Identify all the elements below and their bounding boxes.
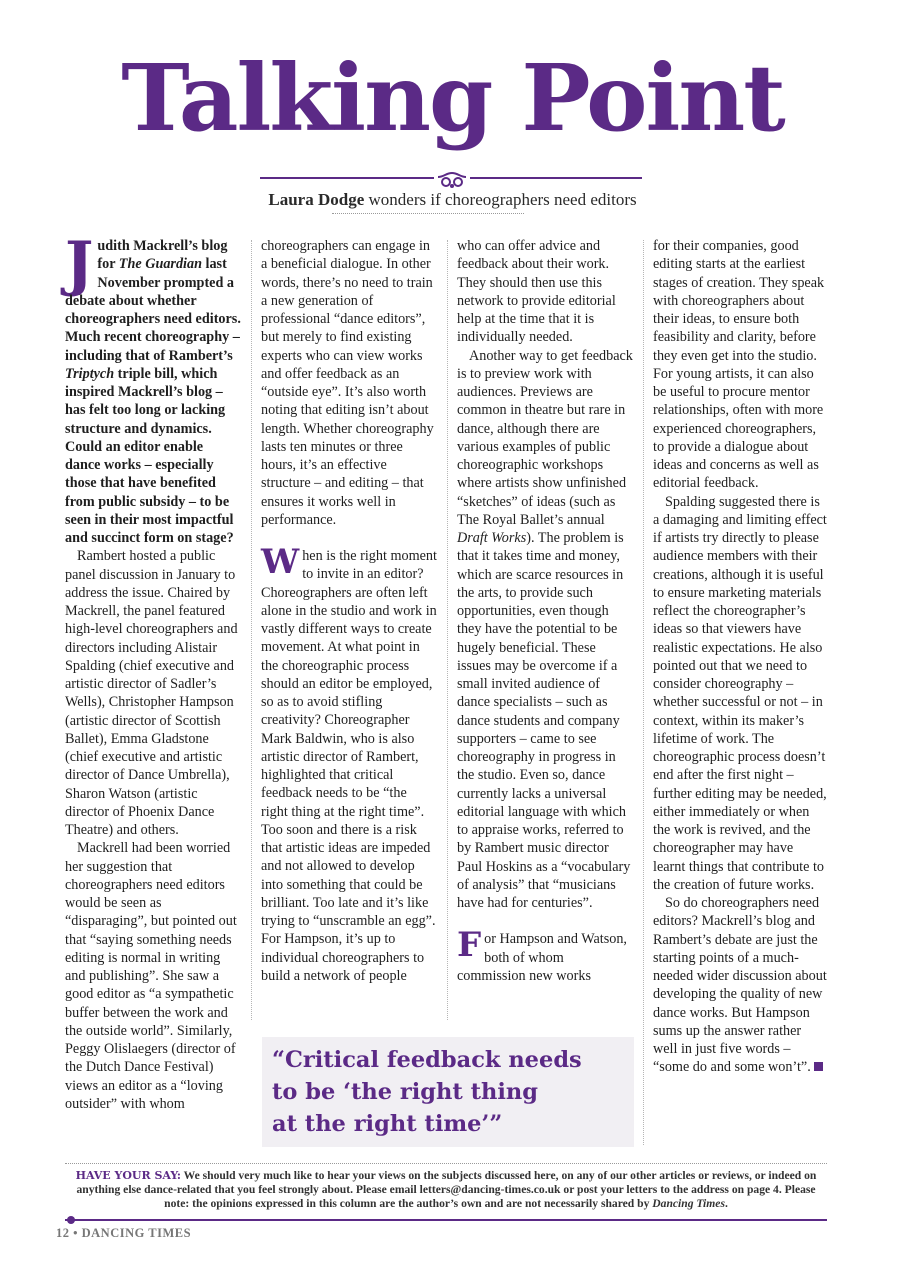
page-title: Talking Point [121,44,784,152]
pull-quote: “Critical feedback needs to be ‘the right thing at the right time’” [272,1047,582,1137]
body-paragraph: Rambert hosted a public panel discussion in January to address the issue. Chaired by Mackrell, the panel featured high-level choreographers and directors including Alistair Spalding (chief executive and artistic director of Sadler’s Wells), Christopher Hampson (artistic director of Scottish Ballet), Emma Gladstone (chief executive and artistic director of Dance Umbrella), Sharon Watson (artistic director of Phoenix Dance Theatre) and others. [65,548,238,838]
footer-dot-icon [67,1216,75,1224]
author-name: Laura Dodge [268,190,365,209]
publication-name: Dancing Times [652,1197,725,1210]
drop-cap: J [65,229,94,299]
article-column-1 [65,229,241,1113]
column-divider [251,240,252,1020]
article-column-3 [457,237,633,985]
lead-paragraph: Judith Mackrell’s blog for The Guardian last November prompted a debate about whether choreographers need editors. Much recent choreography – including that of Rambert’s Triptych triple bill, which inspired Mackrell’s blog – has felt too long or lacking structure and dynamics. Could an editor enable dance works – especially those that have benefited from public subsidy – to be seen in their most impactful and succinct form on stage? [65,229,241,546]
body-paragraph: When is the right moment to invite in an editor? Choreographers are often left alone in the studio and work in vastly different ways to create movement. At what point in the choreographic process should an editor be employed, so as to avoid stifling creativity? Choreographer Mark Baldwin, who is also artistic director of Rambert, highlighted that critical feedback needs to be “the right thing at the right time”. Too soon and there is a risk that artistic ideas are impeded and not allowed to develop into something that could be brilliant. Too late and it’s like trying to “unscramble an egg”. For Hampson, it’s up to individual choreographers to build a network of people [261,542,437,984]
end-mark-icon [814,1062,823,1071]
footer-rule [65,1219,827,1221]
drop-cap: F [457,925,482,966]
article-column-2 [261,237,437,985]
body-paragraph: So do choreographers need editors? Mackrell’s blog and Rambert’s debate are just the starting points of a much-needed wider discussion about developing the quality of new dance works. But Hampson sums up the answer rather well in just five words – “some do and some won’t”. [653,895,827,1076]
body-paragraph: for their companies, good editing starts at the earliest stages of creation. They speak with choreographers about their ideas, to ensure both feasibility and clarity, before they even get into the studio. For young artists, it can also be useful to procure mentor relationships, often with more experienced choreographers, to provide a dialogue about ideas and concerns as well as editorial feedback. [653,238,825,492]
body-paragraph: Spalding suggested there is a damaging and limiting effect if artists try directly to please audience members with their creations, although it is useful to ensure marketing materials reflect the choreographer’s ideas so that viewers have realistic expectations. He also pointed out that we need to consider choreography – whether successful or not – in context, within its maker’s lifetime of work. The choreographic process doesn’t end after the first night – further editing may be needed, either immediately or when the work is revived, and the choreographer may have learnt things that contribute to the creation of future works. [653,493,827,893]
standfirst-text: wonders if choreographers need editors [364,190,637,209]
body-paragraph: who can offer advice and feedback about their work. They should then use this network to provide editorial help at the time that it is individually needed. [457,238,616,346]
flourish-icon [434,171,470,189]
publication-name: The Guardian [118,256,202,273]
body-paragraph: choreographers can engage in a beneficial dialogue. In other words, there’s no need to train a new generation of professional “dance editors”, but merely to find existing experts who can view works and offer feedback as an “outside eye”. It’s also worth noting that editing isn’t about length. Whether choreography lasts ten minutes or three hours, it’s an effective structure – and editing – that ensures it works well in performance. [261,238,434,528]
programme-name: Draft Works [457,530,527,546]
body-paragraph: Another way to get feedback is to preview work with audiences. Previews are common in theatre but rare in dance, although there are various examples of public choreographic workshops where artists show unfinished “sketches” of ideas (such as The Royal Ballet’s annual Draft Works). The problem is that it takes time and money, which are scarce resources in the arts, to provide such opportunities, even though they have the potential to be hugely beneficial. These issues may be overcome if a small invited audience of dance specialists – such as dance students and company supporters – came to see choreography in progress in the studio. Even so, dance currently lacks a universal editorial language with which to appraise works, referred to by Rambert music director Paul Hoskins as a “vocabulary of analysis” that “musicians have had for centuries”. [457,347,633,911]
body-paragraph: Mackrell had been worried her suggestion that choreographers need editors would be seen as “disparaging”, but pointed out that “saying something needs editing is normal in writing and publishing”. She saw a good editor as “a sympathetic buffer between the work and the outside world”. Similarly, Peggy Olislaegers (director of the Dutch Dance Festival) views an editor as a “loving outsider” with whom [65,840,237,1112]
drop-cap: W [261,542,300,582]
standfirst [0,190,905,210]
page-folio: 12 • DANCING TIMES [56,1226,192,1240]
body-paragraph: For Hampson and Watson, both of whom commission new works [457,925,627,984]
footer-rule [65,1163,827,1164]
have-your-say-label: HAVE YOUR SAY: [75,1169,181,1182]
show-name: Triptych [65,365,115,382]
article-column-4 [653,237,829,1077]
have-your-say: HAVE YOUR SAY: We should very much like to hear your views on the subjects discussed here, on any of our other articles or reviews, or indeed on anything else dance-related that you feel strongly about. Please email letters@dancing-times.co.uk or post your letters to the address on page 4. Please note: the opinions expressed in this column are the author’s own and are not necessarily shared by Dancing Times. [75,1169,817,1210]
column-divider [643,240,644,1145]
column-divider [447,240,448,1020]
standfirst-rule [332,213,524,214]
